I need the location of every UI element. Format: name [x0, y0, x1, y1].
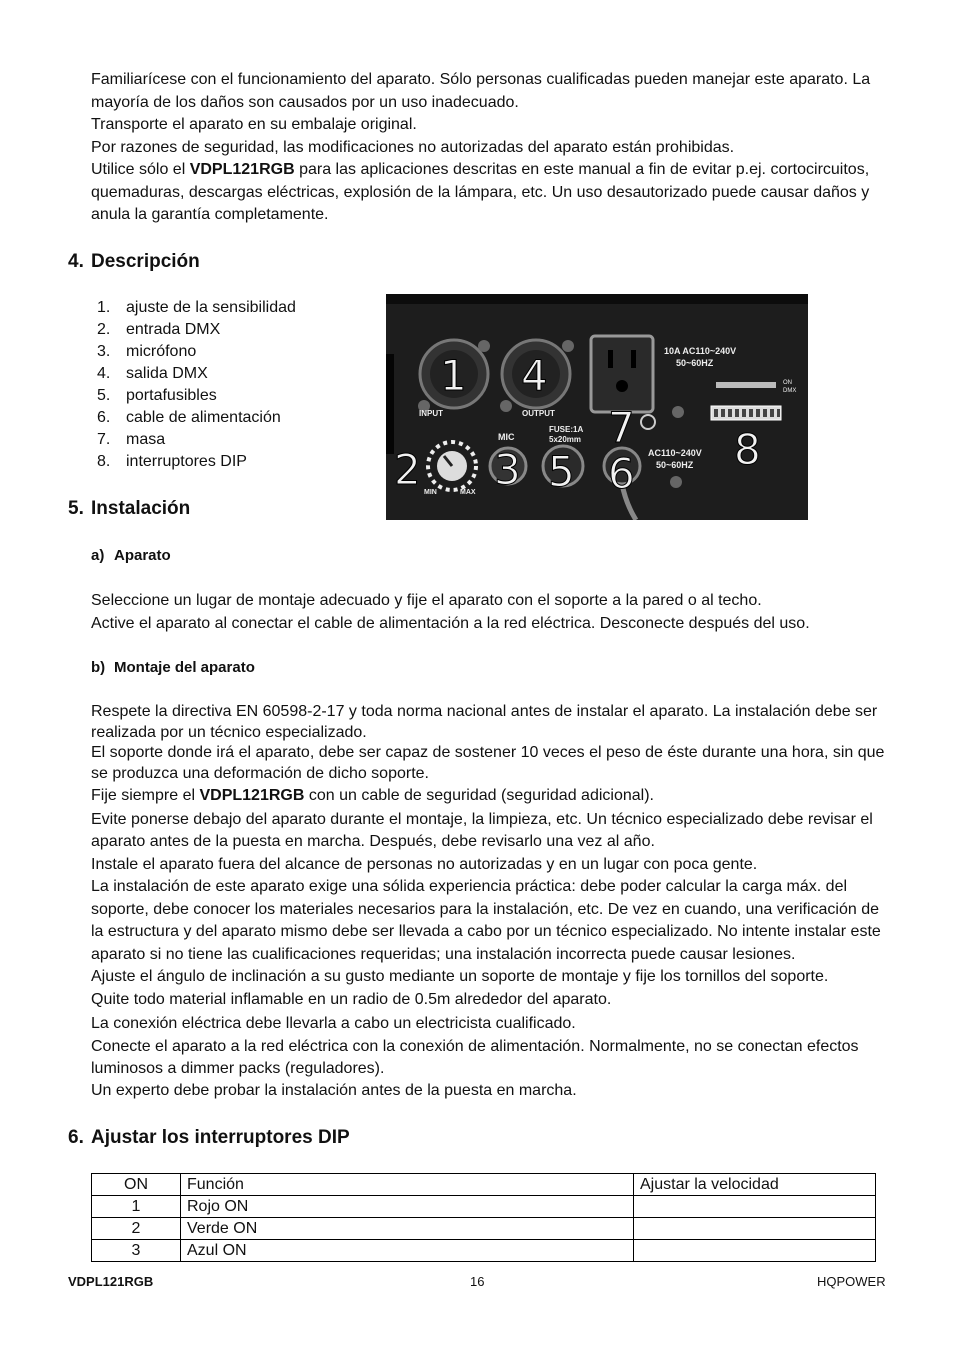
intro-paragraph: Familiarícese con el funcionamiento del aparato. Sólo personas cualificadas pueden manejar este aparato. La mayoría de los daños son causados por un uso inadecuado.: [91, 71, 871, 111]
paragraph: La conexión eléctrica debe llevarla a cabo un electricista cualificado.: [91, 1015, 576, 1032]
dip-switch-table: [91, 1173, 876, 1262]
input-label: INPUT: [419, 409, 443, 418]
intro-paragraph: Utilice sólo el VDPL121RGB para las aplicaciones descritas en este manual a fin de evitar p.ej. cortocircuitos, quemaduras, descargas eléctricas, explosión de la lámpara, etc. Un uso desautorizado puede causar daños y anula la garantía completamente.: [91, 161, 870, 223]
screw-icon: [478, 340, 490, 352]
callout-1: 1: [440, 351, 467, 400]
screw-icon: [562, 340, 574, 352]
dmx-label: DMX: [783, 388, 797, 394]
list-item: 5. portafusibles: [97, 387, 217, 404]
section-heading-descripcion: 4. Descripción: [68, 251, 200, 272]
fuse-label: FUSE:1A: [549, 425, 584, 434]
outlet-slot: [608, 350, 613, 368]
paragraph: Active el aparato al conectar el cable de alimentación a la red eléctrica. Desconecte después del uso.: [91, 614, 810, 632]
screw-icon: [500, 400, 512, 412]
on-label: ON: [783, 380, 792, 386]
paragraph: Evite ponerse debajo del aparato durante el montaje, la limpieza, etc. Un técnico especializado debe revisar el aparato antes de la puesta en marcha. Después, debe revisarlo una vez al año.: [91, 810, 873, 850]
paragraph: Quite todo material inflamable en un radio de 0.5m alrededor del aparato.: [91, 990, 612, 1008]
table-cell: [634, 1240, 876, 1262]
paragraph: El soporte donde irá el aparato, debe ser capaz de sostener 10 veces el peso de éste durante una hora, sin que se produzca una deformación de dicho soporte.: [91, 744, 885, 782]
dip-scale-bars: [716, 382, 776, 388]
parts-list: [91, 297, 296, 473]
paragraph: La instalación de este aparato exige una sólida experiencia práctica: debe poder calcular la carga máx. del soporte, debe conocer los materiales necesarios para la instalación, etc. De vez en cuando, una verificación de la estructura y del aparato mismo debe ser llevada a cabo por un técnico especializado. No intente instalar este aparato si no tiene las cualificaciones requeridas; una instalación incorrecta puede causar lesiones.: [91, 878, 881, 963]
callout-2: 2: [394, 445, 421, 494]
table-header-cell: Función: [181, 1174, 634, 1196]
footer-model: VDPL121RGB: [68, 1274, 154, 1289]
table-header-cell: Ajustar la velocidad: [634, 1174, 876, 1196]
mic-label: MIC: [498, 432, 515, 442]
callout-3: 3: [494, 445, 521, 494]
table-cell: Azul ON: [181, 1240, 634, 1262]
paragraph: Instale el aparato fuera del alcance de personas no autorizadas y en un lugar con poca gente.: [91, 855, 758, 873]
list-item: 3. micrófono: [97, 343, 197, 360]
subheading-montaje: b) Montaje del aparato: [91, 659, 255, 676]
table-header-row: [92, 1174, 876, 1196]
power-outlet: [591, 336, 653, 412]
spec-label: 10A AC110~240V: [664, 346, 737, 356]
list-item: 8. interruptores DIP: [97, 453, 247, 470]
paragraph: Seleccione un lugar de montaje adecuado y fije el aparato con el soporte a la pared o al techo.: [91, 592, 762, 609]
table-cell: Rojo ON: [181, 1196, 634, 1218]
list-item: 2. entrada DMX: [97, 321, 221, 338]
max-label: MAX: [460, 489, 476, 496]
model-name: VDPL121RGB: [199, 787, 305, 804]
screw-icon: [672, 406, 684, 418]
list-item: 7. masa: [97, 431, 166, 448]
intro-paragraph: Por razones de seguridad, las modificaciones no autorizadas del aparato están prohibidas.: [91, 138, 735, 156]
paragraph: Fije siempre el VDPL121RGB con un cable de seguridad (seguridad adicional).: [91, 787, 654, 804]
screw-icon: [670, 476, 682, 488]
fuse-size-label: 5x20mm: [549, 435, 582, 444]
spec-label: 50~60HZ: [676, 358, 714, 368]
callout-4: 4: [521, 351, 548, 400]
section-heading-dip: 6. Ajustar los interruptores DIP: [68, 1127, 350, 1148]
paragraph: Respete la directiva EN 60598-2-17 y toda norma nacional antes de instalar el aparato. La instalación debe ser realizada por un técnico especializado.: [91, 703, 878, 741]
callout-6: 6: [608, 449, 635, 498]
table-cell: 3: [92, 1240, 181, 1262]
model-name: VDPL121RGB: [189, 161, 295, 178]
aparato-block: [91, 590, 891, 635]
intro-block: [91, 69, 891, 227]
callout-5: 5: [548, 447, 575, 496]
list-item: 6. cable de alimentación: [97, 409, 281, 426]
table-cell: [634, 1196, 876, 1218]
callout-7: 7: [608, 403, 635, 452]
output-label: OUTPUT: [522, 409, 555, 418]
list-item: 4. salida DMX: [97, 365, 208, 382]
outlet-ground-hole: [616, 380, 628, 392]
table-row: [92, 1196, 876, 1218]
table-header-cell: ON: [92, 1174, 181, 1196]
callout-8: 8: [734, 425, 761, 474]
table-cell: [634, 1218, 876, 1240]
paragraph: Ajuste el ángulo de inclinación a su gusto mediante un soporte de montaje y fije los tornillos del soporte.: [91, 968, 829, 985]
table-row: [92, 1218, 876, 1240]
min-label: MIN: [424, 489, 437, 496]
montaje-block: [91, 702, 891, 1102]
footer-brand: HQPOWER: [817, 1274, 886, 1289]
panel-side-edge: [386, 354, 394, 454]
paragraph: Conecte el aparato a la red eléctrica con la conexión de alimentación. Normalmente, no se conectan efectos luminosos a dimmer packs (reguladores).: [91, 1038, 859, 1077]
intro-paragraph: Transporte el aparato en su embalaje original.: [91, 116, 417, 133]
panel-top-edge: [386, 294, 808, 304]
paragraph: Un experto debe probar la instalación antes de la puesta en marcha.: [91, 1082, 577, 1099]
table-row: [92, 1240, 876, 1262]
spec-label: 50~60HZ: [656, 460, 694, 470]
outlet-slot: [631, 350, 636, 368]
table-cell: 1: [92, 1196, 181, 1218]
page-number: 16: [470, 1274, 485, 1289]
section-heading-instalacion: 5. Instalación: [68, 498, 191, 519]
list-item: 1. ajuste de la sensibilidad: [97, 299, 296, 316]
table-cell: Verde ON: [181, 1218, 634, 1240]
table-cell: 2: [92, 1218, 181, 1240]
device-rear-panel-photo: [386, 294, 808, 520]
subheading-aparato: a) Aparato: [91, 547, 171, 564]
spec-label: AC110~240V: [648, 448, 702, 458]
